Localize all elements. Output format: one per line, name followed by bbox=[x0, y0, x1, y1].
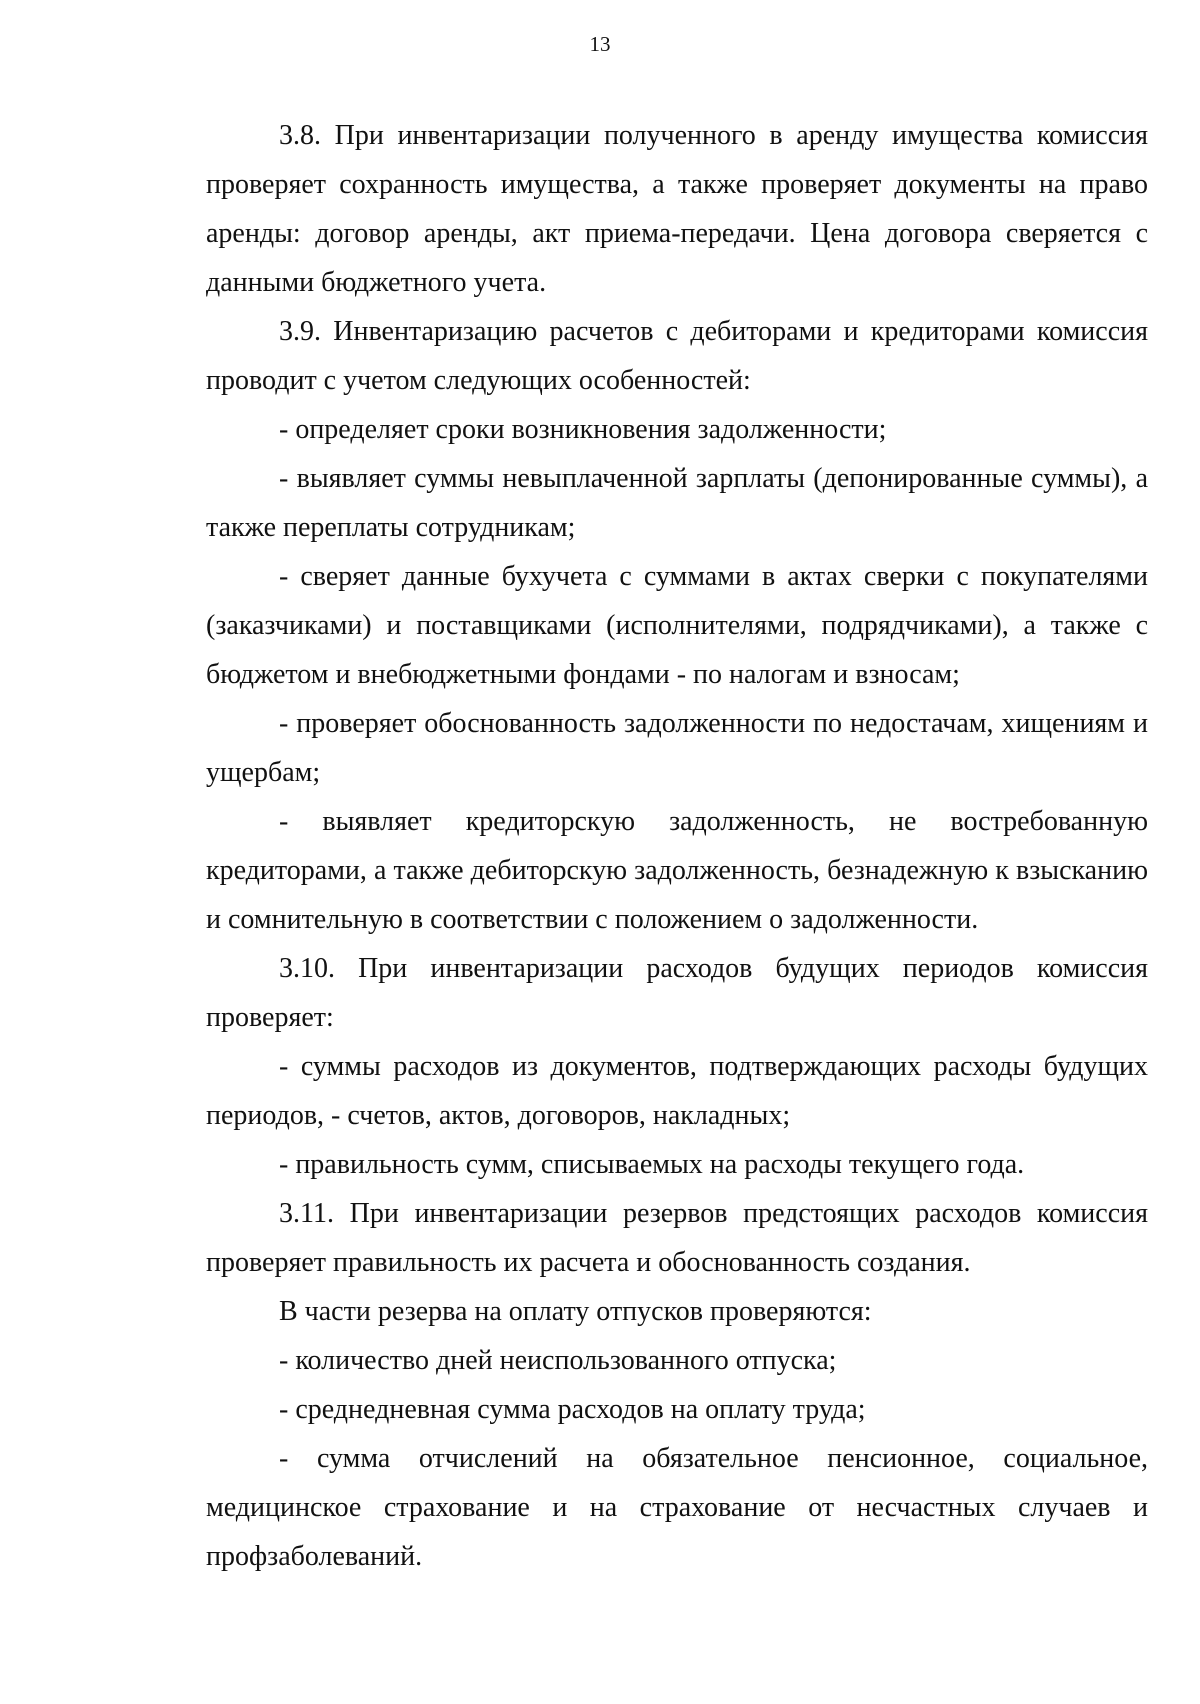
paragraph-vacation-reserve: В части резерва на оплату отпусков проверяются: bbox=[279, 1296, 872, 1327]
list-item-daily-average: - среднедневная сумма расходов на оплату труда; bbox=[279, 1394, 866, 1425]
list-item-reconciliation: - сверяет данные бухучета с суммами в актах сверки с покупателями (заказчиками) и поставщиками (исполнителями, подрядчиками), а также с бюджетом и внебюджетными фондами - по налогам и взносам; bbox=[206, 561, 1148, 690]
paragraph-3-9: 3.9. Инвентаризацию расчетов с дебиторами и кредиторами комиссия проводит с учетом следующих особенностей: bbox=[206, 316, 1148, 396]
list-item-insurance-contributions: - сумма отчислений на обязательное пенсионное, социальное, медицинское страхование и на страхование от несчастных случаев и профзаболеваний. bbox=[206, 1443, 1148, 1572]
page-number: 13 bbox=[589, 32, 611, 56]
list-item-debt-terms: - определяет сроки возникновения задолженности; bbox=[279, 414, 887, 445]
paragraph-3-10: 3.10. При инвентаризации расходов будущих периодов комиссия проверяет: bbox=[206, 953, 1148, 1033]
paragraph-3-8: 3.8. При инвентаризации полученного в аренду имущества комиссия проверяет сохранность имущества, а также проверяет документы на право аренды: договор аренды, акт приема-передачи. Цена договора сверяется с данными бюджетного учета. bbox=[206, 120, 1148, 298]
list-item-unclaimed-debt: - выявляет кредиторскую задолженность, не востребованную кредиторами, а также дебиторскую задолженность, безнадежную к взысканию и сомнительную в соответствии с положением о задолженности. bbox=[206, 806, 1148, 935]
list-item-shortages: - проверяет обоснованность задолженности по недостачам, хищениям и ущербам; bbox=[206, 708, 1148, 788]
document-body bbox=[206, 111, 1148, 1581]
list-item-unpaid-salary: - выявляет суммы невыплаченной зарплаты (депонированные суммы), а также переплаты сотрудникам; bbox=[206, 463, 1148, 543]
list-item-current-year: - правильность сумм, списываемых на расходы текущего года. bbox=[279, 1149, 1025, 1180]
list-item-expense-sums: - суммы расходов из документов, подтверждающих расходы будущих периодов, - счетов, актов, договоров, накладных; bbox=[206, 1051, 1148, 1131]
list-item-vacation-days: - количество дней неиспользованного отпуска; bbox=[279, 1345, 837, 1376]
paragraph-3-11: 3.11. При инвентаризации резервов предстоящих расходов комиссия проверяет правильность их расчета и обоснованность создания. bbox=[206, 1198, 1148, 1278]
